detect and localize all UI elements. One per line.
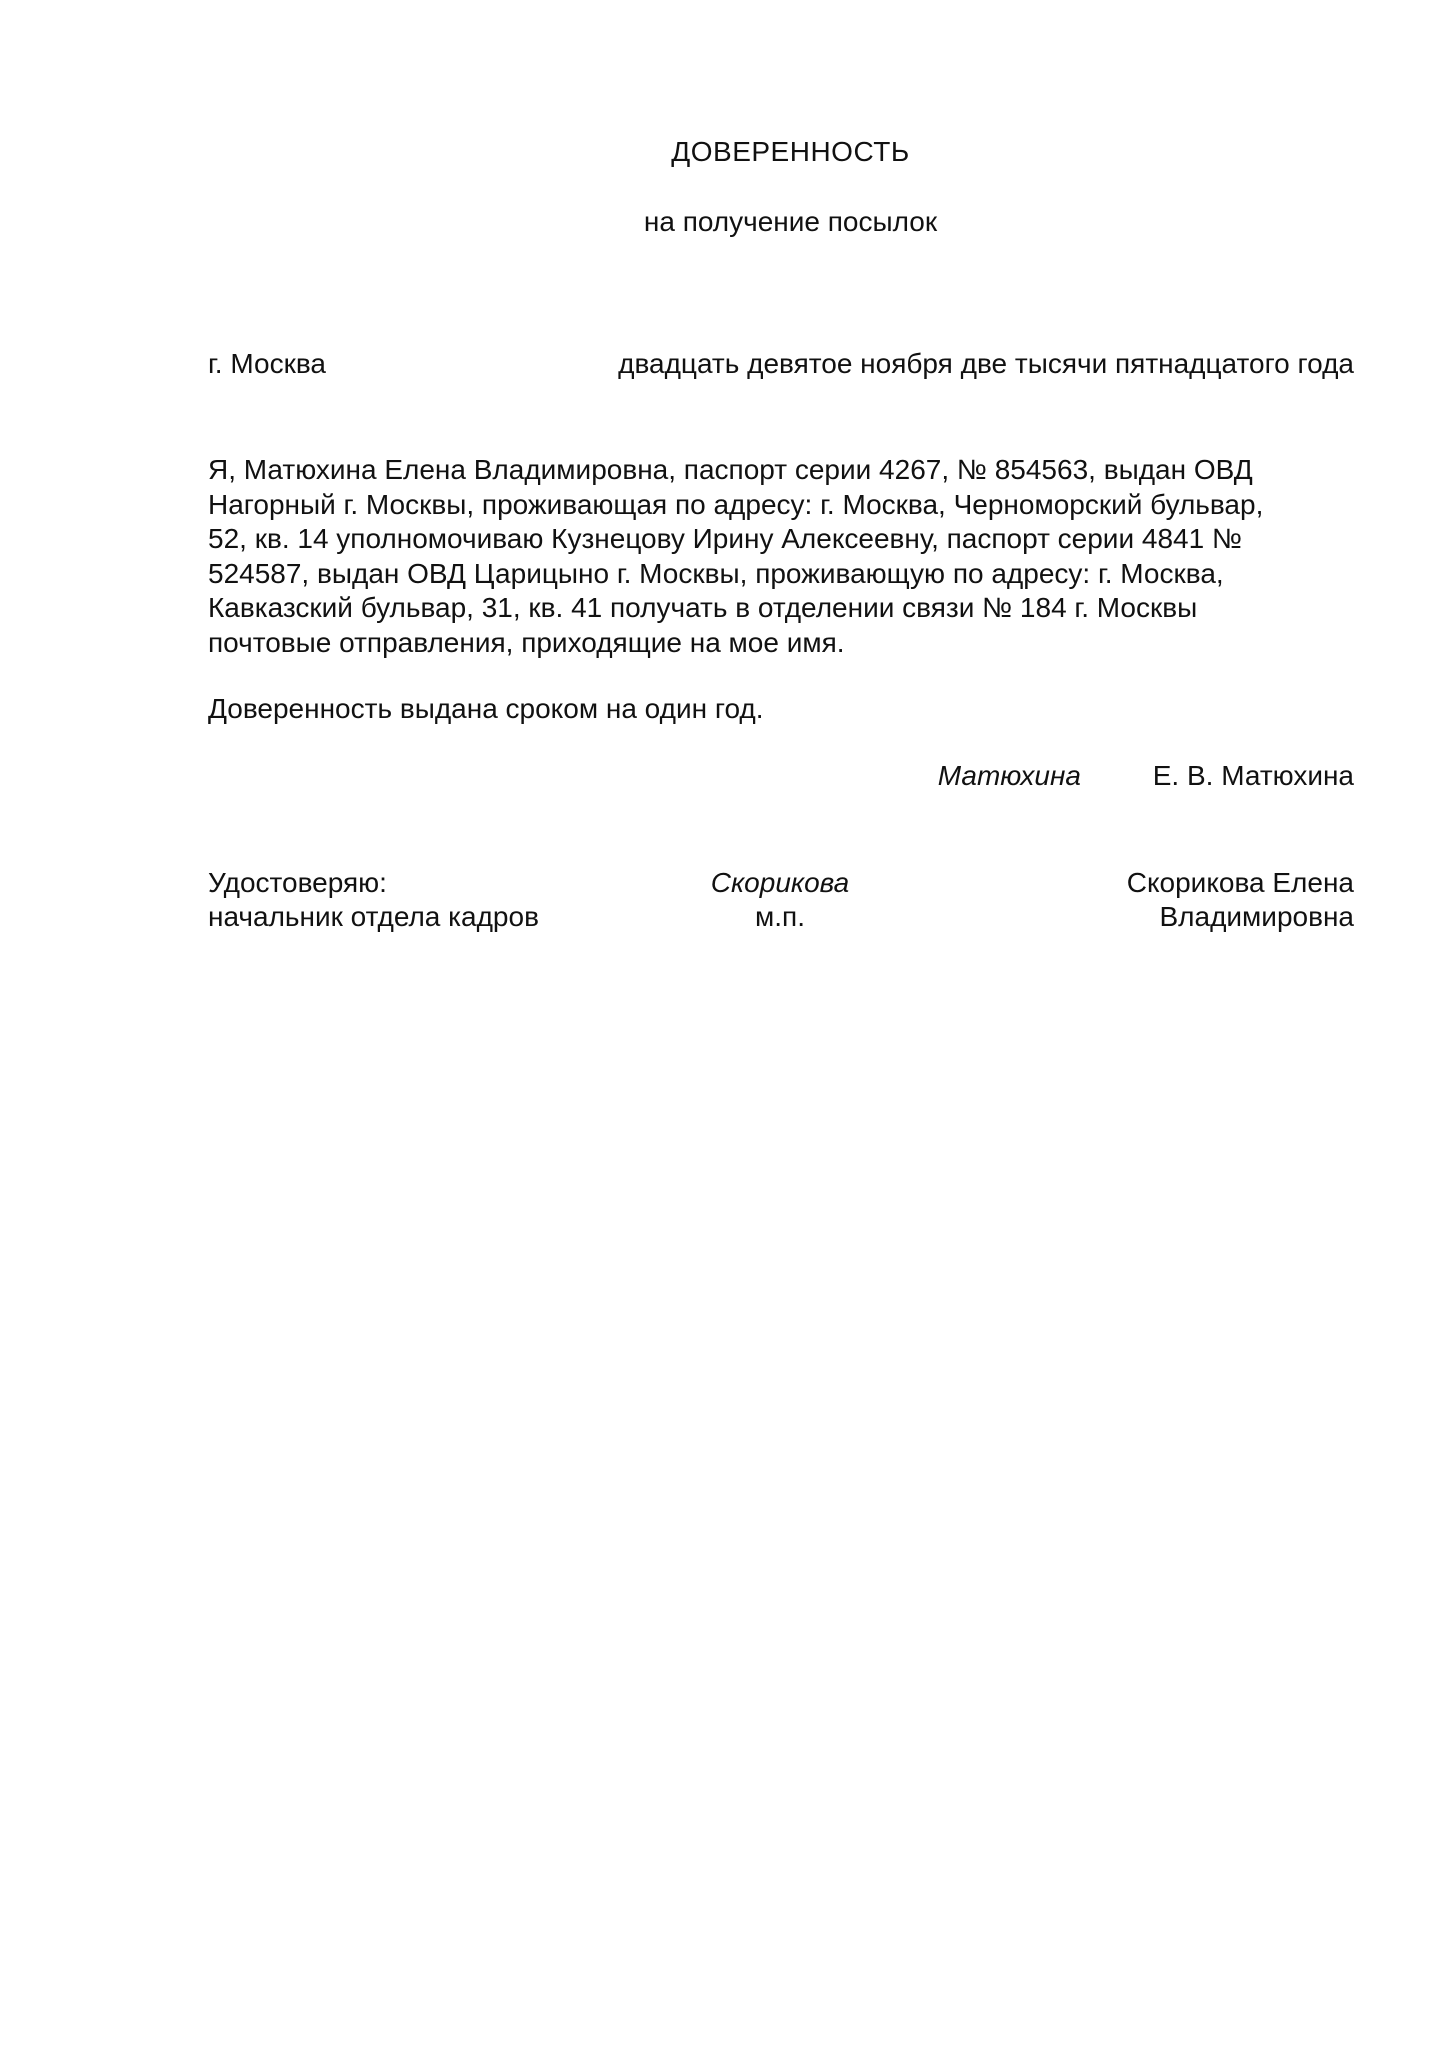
body-line: Я, Матюхина Елена Владимировна, паспорт серии 4267, № 854563, выдан ОВД [208,454,1253,485]
certifier-name-line2: Владимировна [1159,901,1354,932]
document-body [208,453,1358,660]
principal-name: Е. В. Матюхина [1152,760,1354,791]
certification-label [208,866,539,934]
document-place: г. Москва [208,348,326,379]
document-title: ДОВЕРЕННОСТЬ [671,136,910,167]
document-subtitle: на получение посылок [643,206,938,237]
certifier-name [1127,866,1354,934]
certification-label-line1: Удостоверяю: [208,867,387,898]
principal-signature-row [938,760,1354,792]
document-date: двадцать девятое ноября две тысячи пятнадцатого года [618,348,1354,379]
certification-signature-block [700,866,860,934]
document-term: Доверенность выдана сроком на один год. [208,693,764,724]
certification-label-line2: начальник отдела кадров [208,901,539,932]
certifier-signature: Скорикова [710,867,850,898]
body-line: 52, кв. 14 уполномочиваю Кузнецову Ирину Алексеевну, паспорт серии 4841 № [208,523,1242,554]
body-line: Нагорный г. Москвы, проживающая по адресу: г. Москва, Черноморский бульвар, [208,488,1264,520]
stamp-place: м.п. [755,901,805,932]
certifier-name-line1: Скорикова Елена [1126,867,1354,898]
principal-signature: Матюхина [937,760,1081,791]
body-line: 524587, выдан ОВД Царицыно г. Москвы, проживающую по адресу: г. Москва, [208,557,1224,589]
body-line: почтовые отправления, приходящие на мое имя. [208,626,845,658]
body-line: Кавказский бульвар, 31, кв. 41 получать в отделении связи № 184 г. Москвы [208,592,1198,623]
